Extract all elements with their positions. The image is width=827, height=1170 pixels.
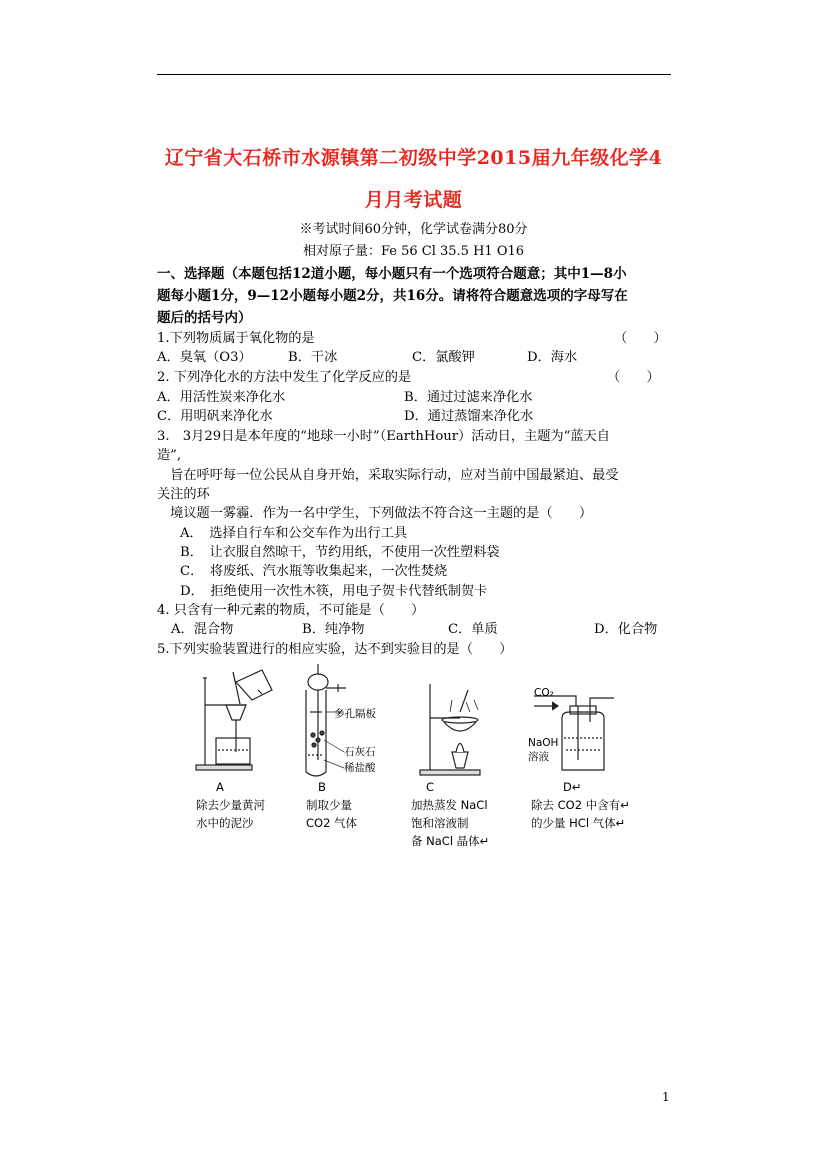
caption-c-letter: C: [426, 780, 435, 794]
q1-option-c: C．氯酸钾: [412, 350, 475, 365]
caption-d-line1: 除去 CO2 中含有↵: [531, 798, 630, 812]
label-naoh: NaOH: [528, 737, 559, 749]
label-co2: CO₂: [534, 687, 554, 699]
caption-b-line1: 制取少量: [306, 798, 352, 812]
caption-a-letter: A: [216, 780, 224, 794]
q1-option-d: D．海水: [527, 350, 578, 365]
q3-stem-line2: 造”,: [157, 448, 182, 463]
q3-option-c: C． 将废纸、汽水瓶等收集起来，一次性焚烧: [180, 564, 448, 579]
label-dilute-hcl: 稀盐酸: [344, 762, 376, 774]
page-title-line2: 月月考试题: [364, 189, 463, 211]
q3-option-d: D． 拒绝使用一次性木筷，用电子贺卡代替纸制贺卡: [180, 584, 488, 599]
q4-stem: 4. 只含有一种元素的物质，不可能是（ ）: [157, 603, 425, 618]
section1-heading-3: 题后的括号内）: [157, 310, 252, 326]
q4-option-d: D．化合物: [594, 622, 658, 637]
q3-option-b: B． 让衣服自然晾干，节约用纸，不使用一次性塑料袋: [180, 545, 500, 560]
q5-stem: 5.下列实验装置进行的相应实验，达不到实验目的是（ ）: [157, 642, 513, 657]
q4-option-c: C．单质: [448, 622, 498, 637]
caption-a-line1: 除去少量黄河: [196, 798, 265, 812]
page-number: 1: [662, 1090, 670, 1104]
q1-option-a: A．臭氧（O3）: [157, 350, 252, 365]
q2-option-b: B．通过过滤来净化水: [404, 390, 533, 405]
q2-option-c: C．用明矾来净化水: [157, 409, 273, 424]
section1-heading: 一、选择题（本题包括12道小题，每小题只有一个选项符合题意；其中1—8小: [157, 266, 627, 282]
caption-b-letter: B: [318, 780, 326, 794]
q3-stem-line3: 旨在呼吁每一位公民从自身开始，采取实际行动，应对当前中国最紧迫、最受: [157, 468, 619, 483]
apparatus-a-filtration: [196, 670, 272, 770]
q2-stem: 2. 下列净化水的方法中发生了化学反应的是: [157, 370, 412, 385]
page-title-line1: 辽宁省大石桥市水源镇第二初级中学2015届九年级化学4: [164, 147, 663, 169]
label-solution: 溶液: [528, 751, 549, 763]
caption-c-line1: 加热蒸发 NaCl: [411, 798, 488, 812]
caption-b-line2: CO2 气体: [306, 816, 358, 830]
q1-option-b: B．干冰: [288, 350, 338, 365]
exam-info: ※考试时间60分钟，化学试卷满分80分: [299, 222, 528, 237]
q4-option-a: A．混合物: [171, 622, 234, 637]
apparatus-c-evaporation: [420, 684, 480, 775]
atomic-mass: 相对原子量：Fe 56 Cl 35.5 H1 O16: [302, 244, 525, 259]
label-porous-plate: 多孔隔板: [334, 708, 376, 720]
q2-option-d: D．通过蒸馏来净化水: [404, 409, 534, 424]
q4-option-b: B．纯净物: [302, 622, 365, 637]
q3-option-a: A． 选择自行车和公交车作为出行工具: [180, 526, 408, 541]
caption-a-line2: 水中的泥沙: [196, 816, 254, 830]
q3-stem-line4: 关注的环: [157, 487, 210, 502]
q3-stem-line5: 境议题一雾霾．作为一名中学生，下列做法不符合这一主题的是（ ）: [157, 506, 593, 521]
q2-answer-paren: （ ）: [607, 370, 660, 385]
caption-d-line2: 的少量 HCl 气体↵: [531, 816, 626, 830]
caption-c-line2: 饱和溶液制: [411, 816, 469, 830]
q1-answer-paren: （ ）: [614, 331, 667, 346]
caption-c-line3: 备 NaCl 晶体↵: [411, 834, 490, 848]
q2-option-a: A．用活性炭来净化水: [157, 390, 286, 405]
section1-heading-2: 题每小题1分，9—12小题每小题2分，共16分。请将符合题意选项的字母写在: [157, 288, 628, 304]
q1-stem: 1.下列物质属于氧化物的是: [157, 331, 315, 346]
label-limestone: 石灰石: [344, 746, 376, 758]
q3-stem-line1: 3. 3月29日是本年度的“地球一小时”（EarthHour）活动日，主题为“蓝天自: [157, 429, 610, 444]
caption-d-letter: D↵: [563, 780, 582, 794]
